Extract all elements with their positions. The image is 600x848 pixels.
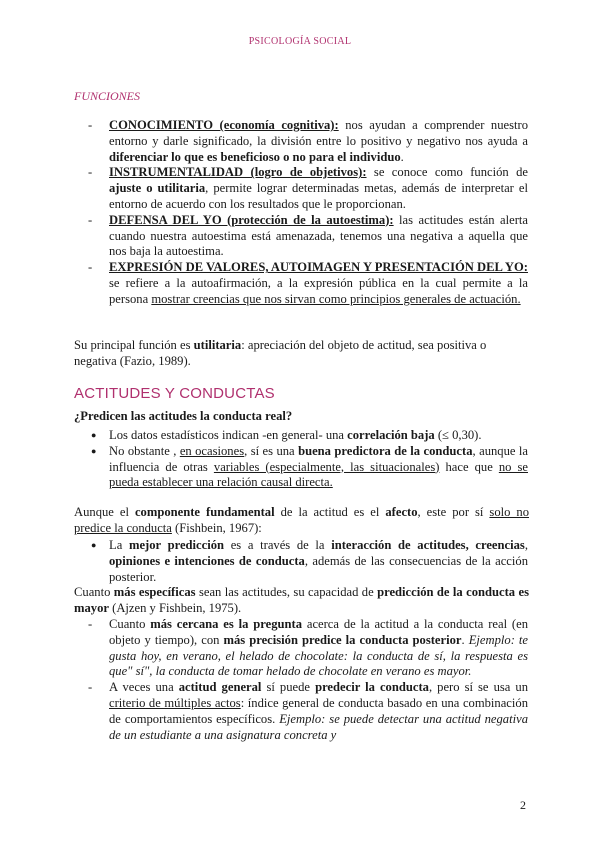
list-item: ● La mejor predicción es a través de la interacción de actitudes, creencias, opiniones e intenciones de conducta, además de las consecuencias de la acción posterior.: [91, 538, 528, 584]
page-number: 2: [520, 798, 526, 812]
list-item: - EXPRESIÓN DE VALORES, AUTOIMAGEN Y PRESENTACIÓN DEL YO: se refiere a la autoafirmación, a la expresión pública en la cual permite a la persona mostrar creencias que nos sirvan como principios generales de actuación.: [88, 260, 528, 306]
cuanto-paragraph: Cuanto más específicas sean las actitudes, su capacidad de predicción de la conducta es mayor (Ajzen y Fishbein, 1975).: [74, 585, 529, 615]
list-item: - CONOCIMIENTO (economía cognitiva): nos ayudan a comprender nuestro entorno y darle significado, la división entre lo positivo y negativo nos ayuda a diferenciar lo que es beneficioso o no para el individuo.: [88, 118, 528, 164]
list-item: - DEFENSA DEL YO (protección de la autoestima): las actitudes están alerta cuando nuestra autoestima está amenazada, tenemos una negativa a aquella que nos baja la autoestima.: [88, 212, 528, 259]
aunque-paragraph: Aunque el componente fundamental de la actitud es el afecto, este por sí solo no predice la conducta (Fishbein, 1967):: [74, 505, 529, 535]
list-item: ● Los datos estadísticos indican -en general- una correlación baja (≤ 0,30).: [91, 428, 482, 442]
question-heading: ¿Predicen las actitudes la conducta real?: [74, 409, 293, 423]
list-item: - A veces una actitud general sí puede predecir la conducta, pero sí se usa un criterio de múltiples actos: índice general de conducta basado en una combinación de comportamientos específicos. Ejemplo: se puede detectar una actitud negativa de un estudiante a una asignatura concreta y: [88, 680, 529, 742]
section-title-funciones: FUNCIONES: [74, 89, 140, 103]
principal-paragraph: Su principal función es utilitaria: apreciación del objeto de actitud, sea positiva o negativa (Fazio, 1989).: [74, 338, 487, 368]
list-item: - INSTRUMENTALIDAD (logro de objetivos): se conoce como función de ajuste o utilitaria, permite lograr determinadas metas, además de interpretar el entorno de acuerdo con los resultados que le proporcionan.: [88, 165, 528, 211]
dash-list-2: [88, 617, 528, 743]
list-item: ● No obstante , en ocasiones, sí es una buena predictora de la conducta, aunque la influencia de otras variables (especialmente, las situacionales) hace que no se pueda establecer una relación causal directa.: [91, 443, 528, 490]
section-title-actitudes: ACTITUDES Y CONDUCTAS: [74, 385, 275, 402]
bullet-list-1: [88, 428, 528, 491]
functions-list: [88, 118, 528, 308]
page-header: PSICOLOGÍA SOCIAL: [248, 36, 352, 47]
bullet-list-2: [88, 538, 528, 585]
list-item: - Cuanto más cercana es la pregunta acerca de la actitud a la conducta real (en objeto y tiempo), con más precisión predice la conducta posterior. Ejemplo: te gusta hoy, en verano, el helado de chocolate: la conducta de sí, la respuesta es que" sí", la conducta de tomar helado de chocolate en verano es mayor.: [88, 617, 529, 679]
